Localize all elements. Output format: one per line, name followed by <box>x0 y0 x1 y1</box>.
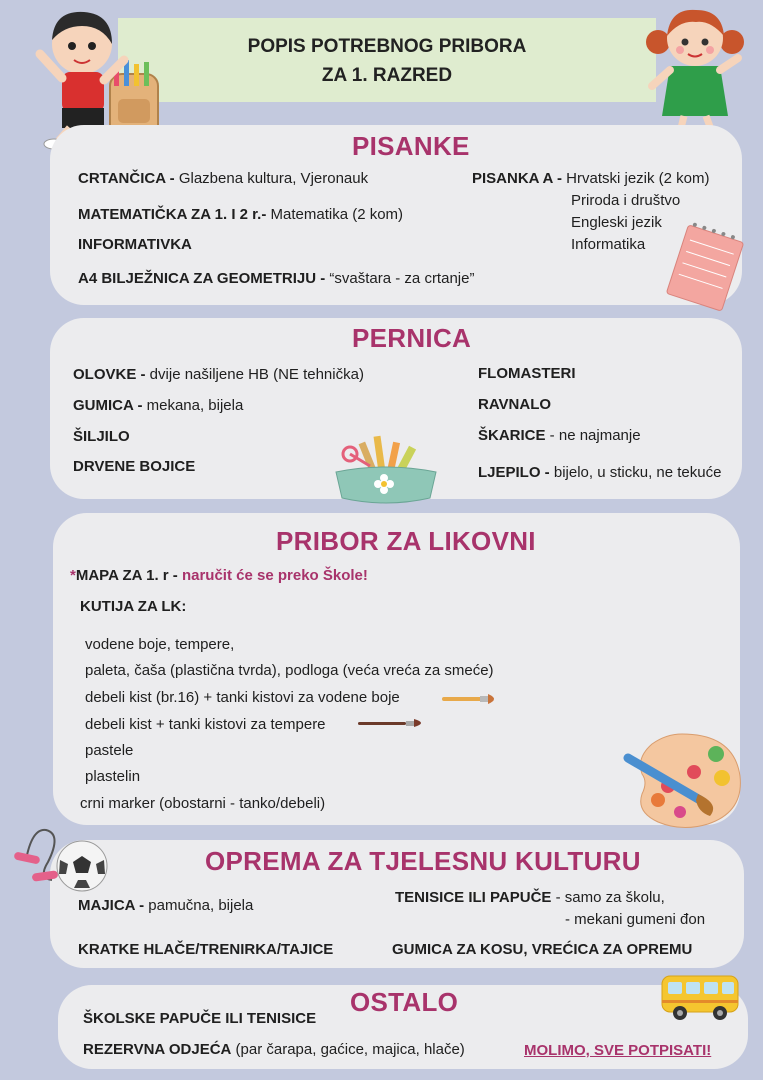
molimo-note: MOLIMO, SVE POTPISATI! <box>524 1042 712 1059</box>
crtancica-item: CRTANČICA - Glazbena kultura, Vjeronauk <box>78 170 369 187</box>
school-bus-icon <box>658 966 744 1024</box>
pisanka-a-item: PISANKA A - Hrvatski jezik (2 kom) <box>472 170 710 187</box>
mapa-item: *MAPA ZA 1. r - naručit će se preko Škole! <box>70 567 368 584</box>
likovni-list-item: vodene boje, tempere, <box>85 636 235 653</box>
pencil-case-icon <box>330 432 442 506</box>
likovni-list-item: crni marker (obostarni - tanko/debeli) <box>80 795 326 812</box>
likovni-list-item: debeli kist + tanki kistovi za tempere <box>85 716 326 733</box>
majica-item: MAJICA - pamučna, bijela <box>78 897 254 914</box>
flomasteri-item: FLOMASTERI <box>478 365 576 382</box>
odjeca-item: REZERVNA ODJEĆA (par čarapa, gaćice, majica, hlače) <box>83 1041 465 1058</box>
title-line-2: ZA 1. RAZRED <box>321 65 453 86</box>
papuce-item: ŠKOLSKE PAPUČE ILI TENISICE <box>83 1010 317 1027</box>
gumica-kosa-item: GUMICA ZA KOSU, VREĆICA ZA OPREMU <box>392 941 693 958</box>
likovni-list-item: pastele <box>85 742 134 759</box>
tzk-heading: OPREMA ZA TJELESNU KULTURU <box>205 846 641 876</box>
likovni-list-item: plastelin <box>85 768 141 785</box>
tenisice-item-2: - mekani gumeni đon <box>565 911 706 928</box>
a4-item: A4 BILJEŽNICA ZA GEOMETRIJU - “svaštara - za crtanje” <box>78 270 475 287</box>
girl-icon <box>640 4 752 144</box>
brush-icon <box>440 690 502 708</box>
informativka-item: INFORMATIVKA <box>78 236 192 253</box>
hlace-item: KRATKE HLAČE/TRENIRKA/TAJICE <box>78 941 334 958</box>
pisanke-heading: PISANKE <box>352 131 470 161</box>
pisanka-a-subject: Informatika <box>571 236 646 253</box>
siljilo-item: ŠILJILO <box>73 428 130 445</box>
title-box <box>118 18 656 102</box>
gumica-item: GUMICA - mekana, bijela <box>73 397 244 414</box>
bojice-item: DRVENE BOJICE <box>73 458 196 475</box>
brush-icon <box>356 716 428 730</box>
football-icon <box>54 838 110 894</box>
title-line-1: POPIS POTREBNOG PRIBORA <box>247 36 527 57</box>
likovni-heading: PRIBOR ZA LIKOVNI <box>276 526 536 556</box>
matematicka-item: MATEMATIČKA ZA 1. I 2 r.- Matematika (2 kom) <box>78 206 404 223</box>
likovni-list-item: paleta, čaša (plastična tvrda), podloga (veća vreća za smeće) <box>85 662 494 679</box>
tenisice-item: TENISICE ILI PAPUČE - samo za školu, <box>395 889 665 906</box>
pernica-heading: PERNICA <box>352 323 472 353</box>
ravnalo-item: RAVNALO <box>478 396 552 413</box>
olovke-item: OLOVKE - dvije našiljene HB (NE tehnička) <box>73 366 364 383</box>
ostalo-heading: OSTALO <box>350 987 459 1017</box>
skarice-item: ŠKARICE - ne najmanje <box>478 427 641 444</box>
palette-icon <box>622 728 746 832</box>
likovni-list-item: debeli kist (br.16) + tanki kistovi za vodene boje <box>85 689 400 706</box>
kutija-heading: KUTIJA ZA LK: <box>80 598 187 615</box>
pisanka-a-subject: Priroda i društvo <box>571 192 681 209</box>
ljepilo-item: LJEPILO - bijelo, u sticku, ne tekuće <box>478 464 722 481</box>
notebook-icon <box>660 222 750 314</box>
pisanka-a-subject: Engleski jezik <box>571 214 662 231</box>
